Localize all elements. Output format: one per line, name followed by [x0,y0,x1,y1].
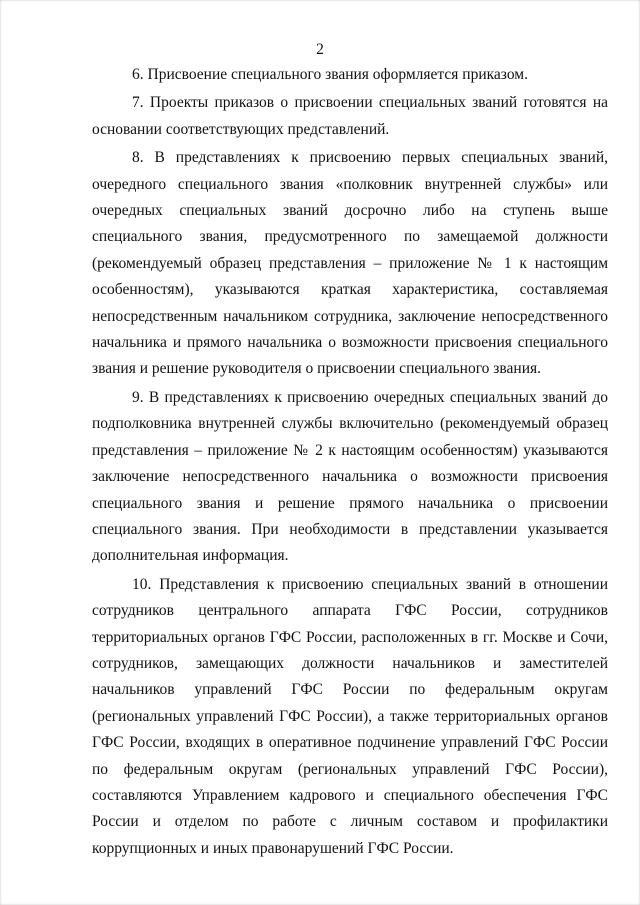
page-number: 2 [316,41,324,58]
paragraph-6: 6. Присвоение специального звания оформляется приказом. [132,66,528,83]
document-body [92,62,608,864]
paragraph-10: 10. Представления к присвоению специальных званий в отношении сотрудников центрального аппарата ГФС России, сотрудников территориальных органов ГФС России, расположенных в гг. Москве и Сочи, сотрудников, замещающих должности начальников и заместителей начальников управлений ГФС России по федеральным округам (региональных управлений ГФС России), а также территориальных органов ГФС России, входящих в оперативное подчинение управлений ГФС России по федеральным округам (региональных управлений ГФС России), составляются Управлением кадрового и специального обеспечения ГФС России и отделом по работе с личным составом и профилактики коррупционных и иных правонарушений ГФС России. [92,575,608,857]
paragraph-9: 9. В представлениях к присвоению очередных специальных званий до подполковника внутренней службы включительно (рекомендуемый образец представления – приложение № 2 к настоящим особенностям) указываются заключение непосредственного начальника о возможности присвоения специального звания и решение прямого начальника о присвоении специального звания. При необходимости в представлении указывается дополнительная информация. [92,388,608,565]
paragraph-8: 8. В представлениях к присвоению первых специальных званий, очередного специального звания «полковник внутренней службы» или очередных специальных званий досрочно либо на ступень выше специального звания, предусмотренного по замещаемой должности (рекомендуемый образец представления – приложение № 1 к настоящим особенностям), указываются краткая характеристика, составляемая непосредственным начальником сотрудника, заключение непосредственного начальника и прямого начальника о возможности присвоения специального звания и решение руководителя о присвоении специального звания. [92,149,608,378]
paragraph-7: 7. Проекты приказов о присвоении специальных званий готовятся на основании соответствующих представлений. [92,94,608,138]
